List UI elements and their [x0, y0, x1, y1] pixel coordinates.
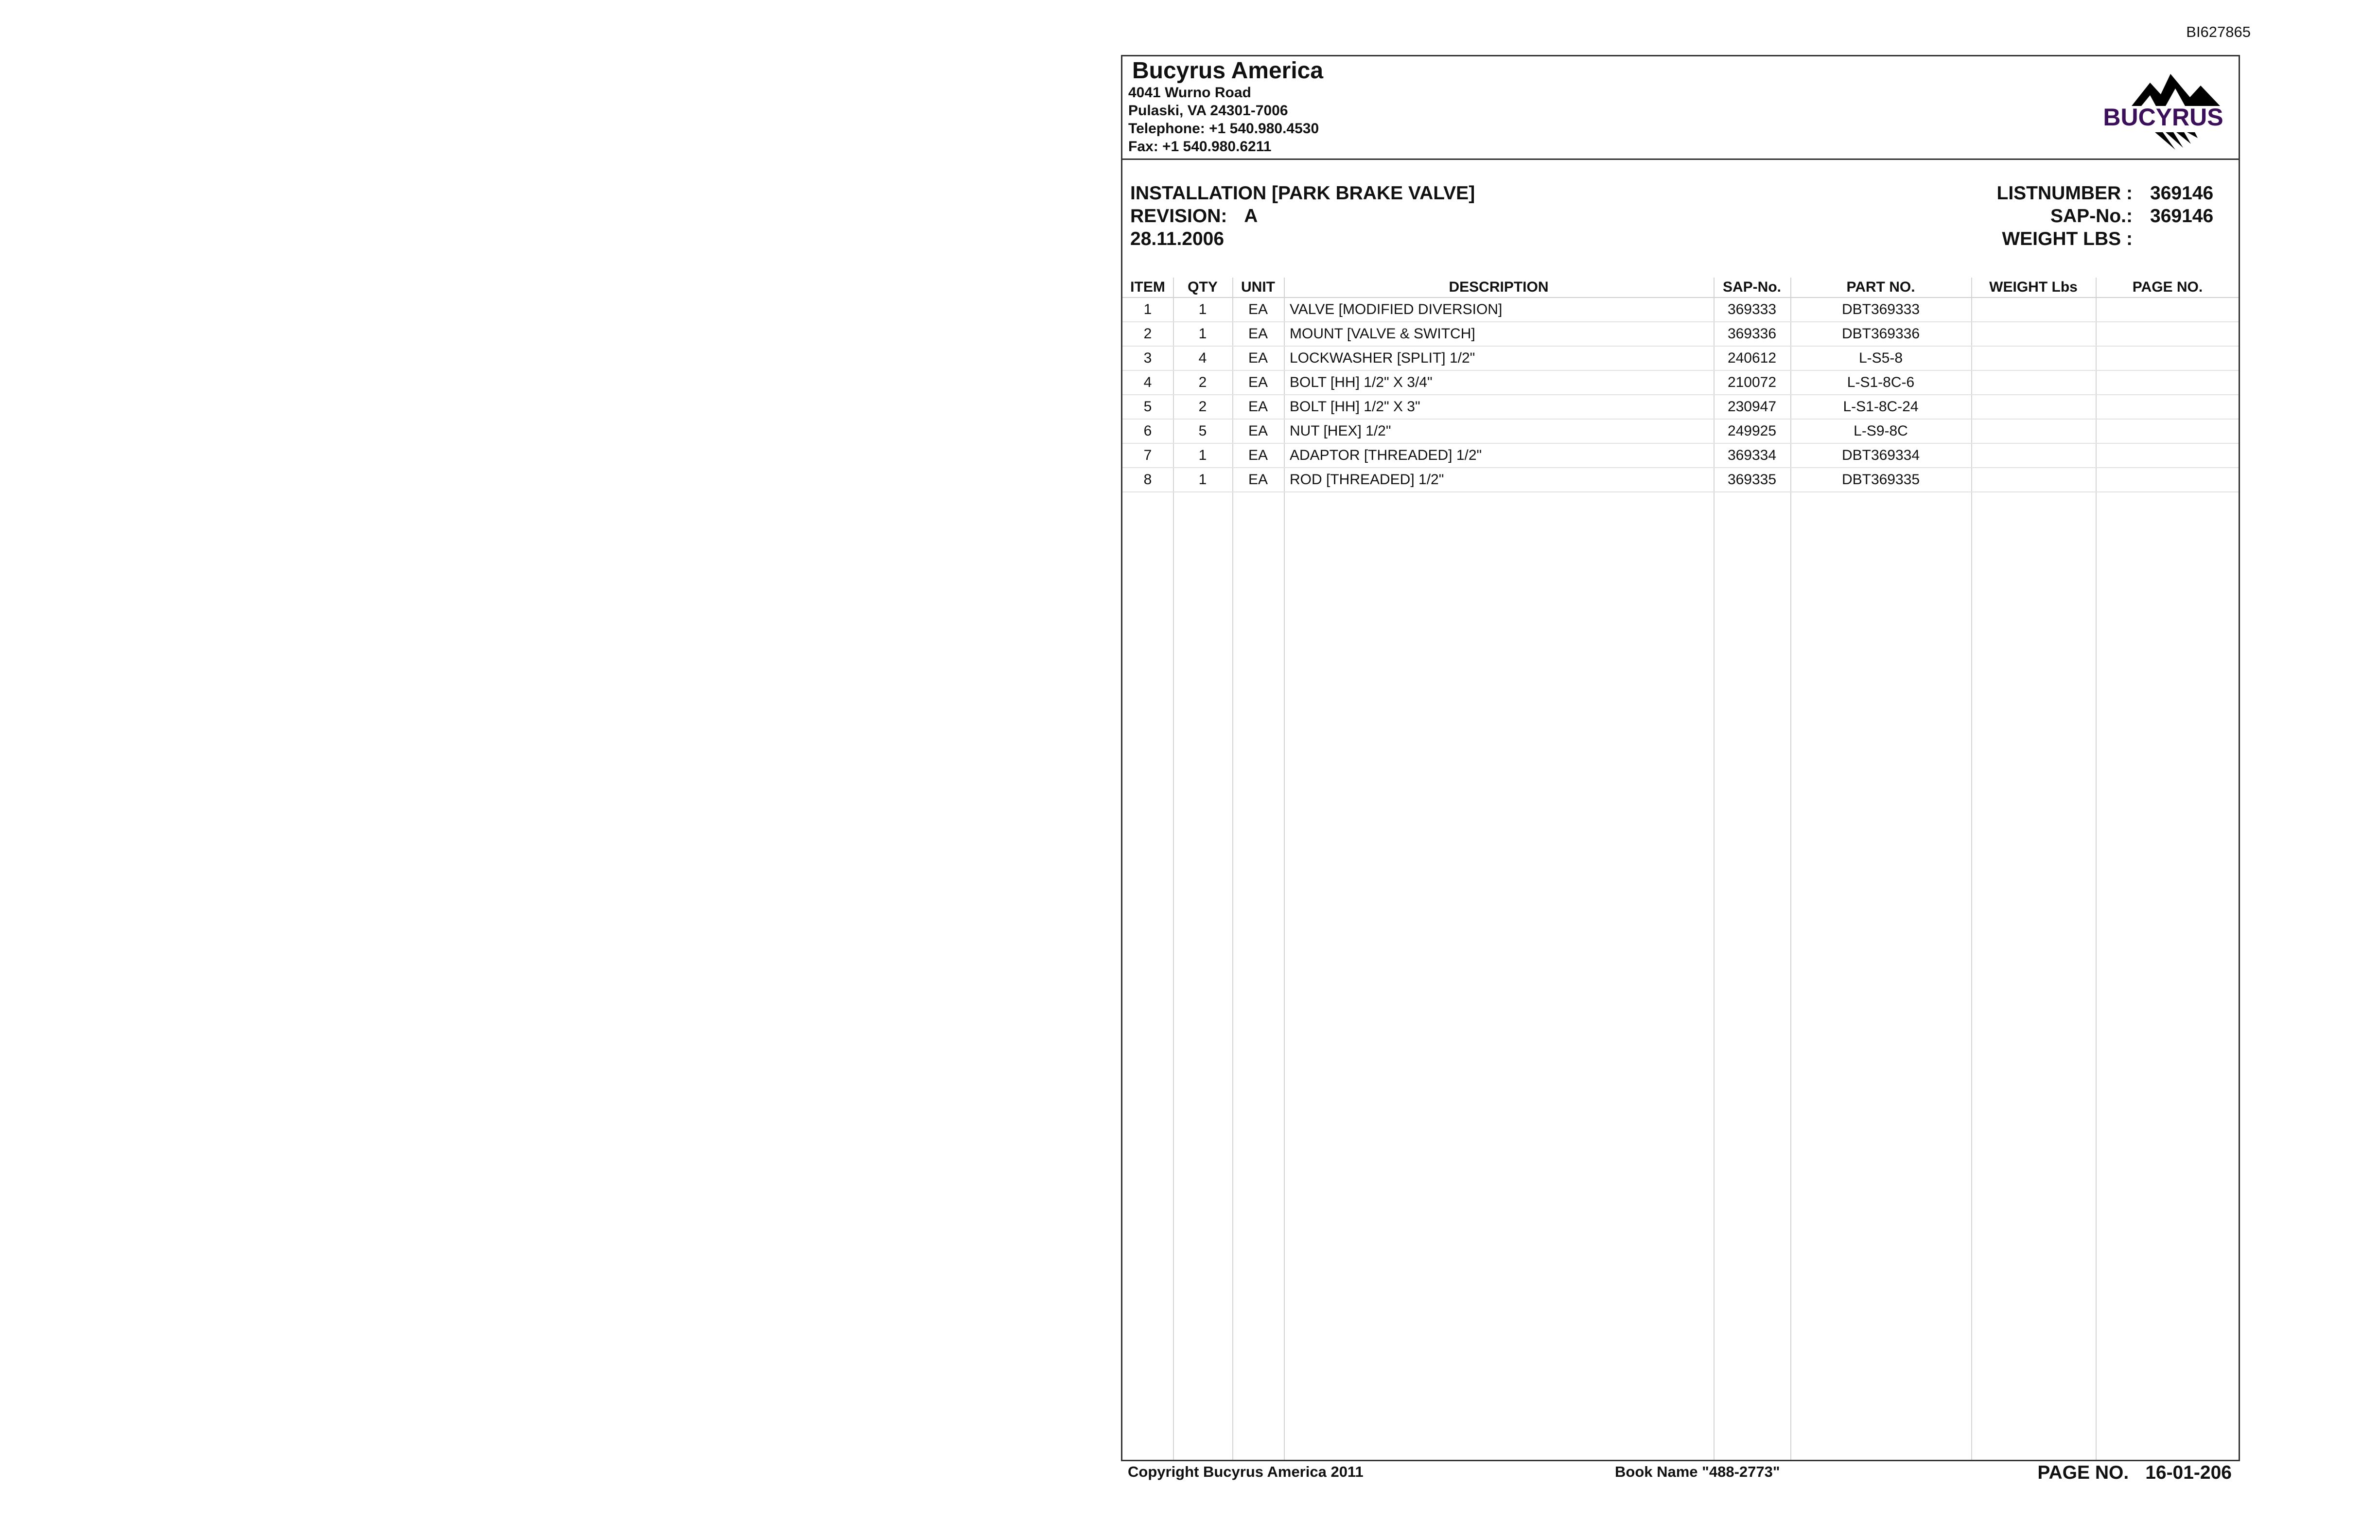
cell-weight	[1971, 298, 2096, 321]
logo-wordmark: BUCYRUS	[2103, 104, 2223, 131]
company-name: Bucyrus America	[1132, 58, 1324, 84]
column-header-weight: WEIGHT Lbs	[1989, 279, 2078, 295]
cell-sap-no: 369335	[1727, 472, 1777, 488]
cell-qty: 2	[1198, 374, 1207, 390]
listnumber-row	[1997, 182, 2227, 205]
column-header-part-no: PART NO.	[1846, 279, 1915, 295]
cell-unit: EA	[1248, 399, 1268, 415]
bucyrus-logo	[2093, 64, 2234, 152]
footer-page-label: PAGE NO.	[2037, 1462, 2129, 1483]
revision-label: REVISION:	[1130, 206, 1227, 227]
cell-item: 6	[1143, 423, 1152, 439]
cell-part-no: L-S9-8C	[1854, 423, 1908, 439]
cell-qty: 2	[1198, 399, 1207, 415]
cell-description: ROD [THREADED] 1/2"	[1290, 472, 1444, 488]
cell-description: MOUNT [VALVE & SWITCH]	[1290, 326, 1475, 342]
cell-weight	[1971, 322, 2096, 346]
list-meta-block	[1997, 182, 2227, 250]
cell-page-no	[2096, 298, 2240, 321]
cell-description: BOLT [HH] 1/2" X 3/4"	[1290, 374, 1433, 390]
weight-value	[2133, 228, 2227, 250]
cell-page-no	[2096, 395, 2240, 419]
cell-item: 7	[1143, 447, 1152, 463]
cell-page-no	[2096, 468, 2240, 491]
table-row	[1122, 420, 2239, 444]
cell-item: 1	[1143, 301, 1152, 317]
cell-part-no: L-S1-8C-6	[1847, 374, 1915, 390]
cell-weight	[1971, 420, 2096, 443]
weight-label: WEIGHT LBS :	[2002, 228, 2133, 249]
table-row	[1122, 468, 2239, 492]
cell-qty: 1	[1198, 301, 1207, 317]
cell-sap-no: 369336	[1727, 326, 1777, 342]
cell-part-no: DBT369334	[1841, 447, 1920, 463]
listnumber-label: LISTNUMBER :	[1996, 183, 2133, 204]
cell-qty: 1	[1198, 472, 1207, 488]
cell-part-no: DBT369336	[1841, 326, 1920, 342]
cell-sap-no: 249925	[1727, 423, 1777, 439]
table-row	[1122, 444, 2239, 468]
assembly-title: INSTALLATION [PARK BRAKE VALVE]	[1130, 183, 1475, 204]
cell-unit: EA	[1248, 447, 1268, 463]
cell-unit: EA	[1248, 423, 1268, 439]
cell-item: 8	[1143, 472, 1152, 488]
cell-qty: 1	[1198, 447, 1207, 463]
cell-page-no	[2096, 347, 2240, 370]
company-address-city: Pulaski, VA 24301-7006	[1128, 103, 1288, 119]
cell-sap-no: 240612	[1727, 350, 1777, 366]
cell-sap-no: 369334	[1727, 447, 1777, 463]
cell-part-no: DBT369335	[1841, 472, 1920, 488]
cell-unit: EA	[1248, 350, 1268, 366]
cell-description: ADAPTOR [THREADED] 1/2"	[1290, 447, 1482, 463]
column-header-item: ITEM	[1130, 279, 1165, 295]
parts-table	[1122, 278, 2239, 492]
sap-number-value: 369146	[2150, 206, 2214, 227]
assembly-title-block	[1130, 182, 1475, 250]
cell-unit: EA	[1248, 326, 1268, 342]
table-row	[1122, 298, 2239, 322]
cell-description: NUT [HEX] 1/2"	[1290, 423, 1391, 439]
cell-page-no	[2096, 444, 2240, 467]
cell-unit: EA	[1248, 301, 1268, 317]
column-header-description: DESCRIPTION	[1449, 279, 1549, 295]
cell-description: VALVE [MODIFIED DIVERSION]	[1290, 301, 1503, 317]
table-row	[1122, 395, 2239, 420]
footer-page-number	[2037, 1462, 2232, 1484]
parts-list-sheet	[1121, 55, 2240, 1461]
cell-weight	[1971, 347, 2096, 370]
listnumber-value: 369146	[2150, 183, 2214, 204]
cell-weight	[1971, 371, 2096, 394]
cell-description: LOCKWASHER [SPLIT] 1/2"	[1290, 350, 1475, 366]
cell-item: 4	[1143, 374, 1152, 390]
cell-sap-no: 369333	[1727, 301, 1777, 317]
table-row	[1122, 371, 2239, 395]
cell-qty: 4	[1198, 350, 1207, 366]
table-row	[1122, 347, 2239, 371]
sap-number-label: SAP-No.:	[2050, 206, 2133, 227]
cell-qty: 1	[1198, 326, 1207, 342]
cell-sap-no: 230947	[1727, 399, 1777, 415]
cell-page-no	[2096, 420, 2240, 443]
cell-unit: EA	[1248, 472, 1268, 488]
footer-page-value: 16-01-206	[2145, 1462, 2232, 1483]
company-address-street: 4041 Wurno Road	[1128, 85, 1251, 101]
cell-page-no	[2096, 371, 2240, 394]
table-row	[1122, 322, 2239, 347]
column-header-page-no: PAGE NO.	[2132, 279, 2203, 295]
sap-number-row	[1997, 205, 2227, 228]
column-header-sap-no: SAP-No.	[1723, 279, 1781, 295]
cell-part-no: DBT369333	[1841, 301, 1920, 317]
cell-part-no: L-S1-8C-24	[1843, 399, 1919, 415]
cell-weight	[1971, 395, 2096, 419]
cell-description: BOLT [HH] 1/2" X 3"	[1290, 399, 1420, 415]
cell-weight	[1971, 444, 2096, 467]
weight-row	[1997, 228, 2227, 250]
column-header-unit: UNIT	[1241, 279, 1275, 295]
document-id: BI627865	[2186, 23, 2251, 40]
cell-item: 3	[1143, 350, 1152, 366]
cell-page-no	[2096, 322, 2240, 346]
cell-item: 2	[1143, 326, 1152, 342]
footer-copyright: Copyright Bucyrus America 2011	[1128, 1463, 1364, 1480]
company-telephone: Telephone: +1 540.980.4530	[1128, 121, 1319, 137]
company-fax: Fax: +1 540.980.6211	[1128, 139, 1272, 155]
cell-sap-no: 210072	[1727, 374, 1777, 390]
cell-item: 5	[1143, 399, 1152, 415]
revision-date: 28.11.2006	[1130, 228, 1225, 249]
revision-value: A	[1244, 206, 1258, 227]
cell-unit: EA	[1248, 374, 1268, 390]
company-header	[1122, 56, 2239, 160]
cell-qty: 5	[1198, 423, 1207, 439]
column-header-qty: QTY	[1188, 279, 1218, 295]
footer-book-name: Book Name "488-2773"	[1615, 1463, 1780, 1480]
cell-part-no: L-S5-8	[1858, 350, 1903, 366]
table-header-row	[1122, 278, 2239, 298]
revision-line	[1130, 205, 1475, 228]
cell-weight	[1971, 468, 2096, 491]
